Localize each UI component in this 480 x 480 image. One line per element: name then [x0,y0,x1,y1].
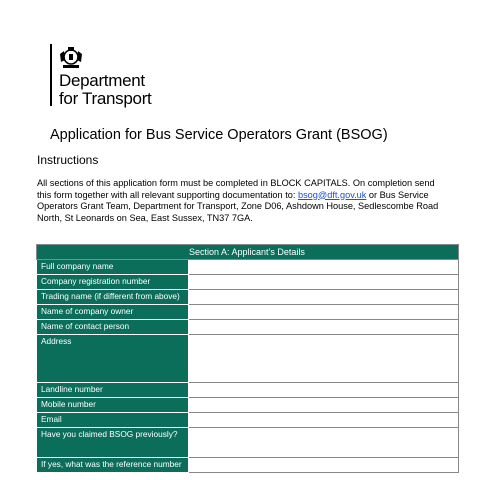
reference-number-input[interactable] [189,458,459,473]
document-title: Application for Bus Service Operators Grant (BSOG) [50,127,388,143]
field-label-email: Email [37,413,189,428]
field-label-landline-number: Landline number [37,383,189,398]
section-a-title: Section A: Applicant’s Details [189,247,305,257]
field-label-contact-person: Name of contact person [37,320,189,335]
intro-text-part2: or Bus Service Operators Grant Team, Department for Transport, Zone D06, Ashdown House, Sedlescombe Road North, St Leonards on Sea, East Sussex, TN37 7GA. [37,189,439,223]
trading-name-input[interactable] [189,290,459,305]
address-input[interactable] [189,335,459,383]
logo-divider [50,44,52,106]
department-name-line2: for Transport [59,89,152,108]
company-registration-number-input[interactable] [189,275,459,290]
contact-person-input[interactable] [189,320,459,335]
applicant-details-table [36,244,459,473]
intro-text-part1: All sections of this application form must be completed in BLOCK CAPITALS. On completion send this form together with all relevant supporting documentation to: [37,178,435,200]
field-label-claimed-bsog-previously: Have you claimed BSOG previously? [37,428,189,458]
email-link[interactable]: bsog@dft.gov.uk [297,189,367,200]
instructions-text [37,178,442,224]
field-label-company-registration-number: Company registration number [37,275,189,290]
landline-number-input[interactable] [189,383,459,398]
company-owner-input[interactable] [189,305,459,320]
field-label-full-company-name: Full company name [37,260,189,275]
royal-crest-icon [58,44,84,70]
email-input[interactable] [189,413,459,428]
field-label-mobile-number: Mobile number [37,398,189,413]
full-company-name-input[interactable] [189,260,459,275]
department-name-line1: Department [59,71,145,90]
section-a-header [37,245,459,260]
claimed-bsog-previously-input[interactable] [189,428,459,458]
mobile-number-input[interactable] [189,398,459,413]
field-label-company-owner: Name of company owner [37,305,189,320]
field-label-address: Address [37,335,189,383]
field-label-trading-name: Trading name (if different from above) [37,290,189,305]
instructions-heading: Instructions [37,153,99,167]
field-label-reference-number: If yes, what was the reference number [37,458,189,473]
